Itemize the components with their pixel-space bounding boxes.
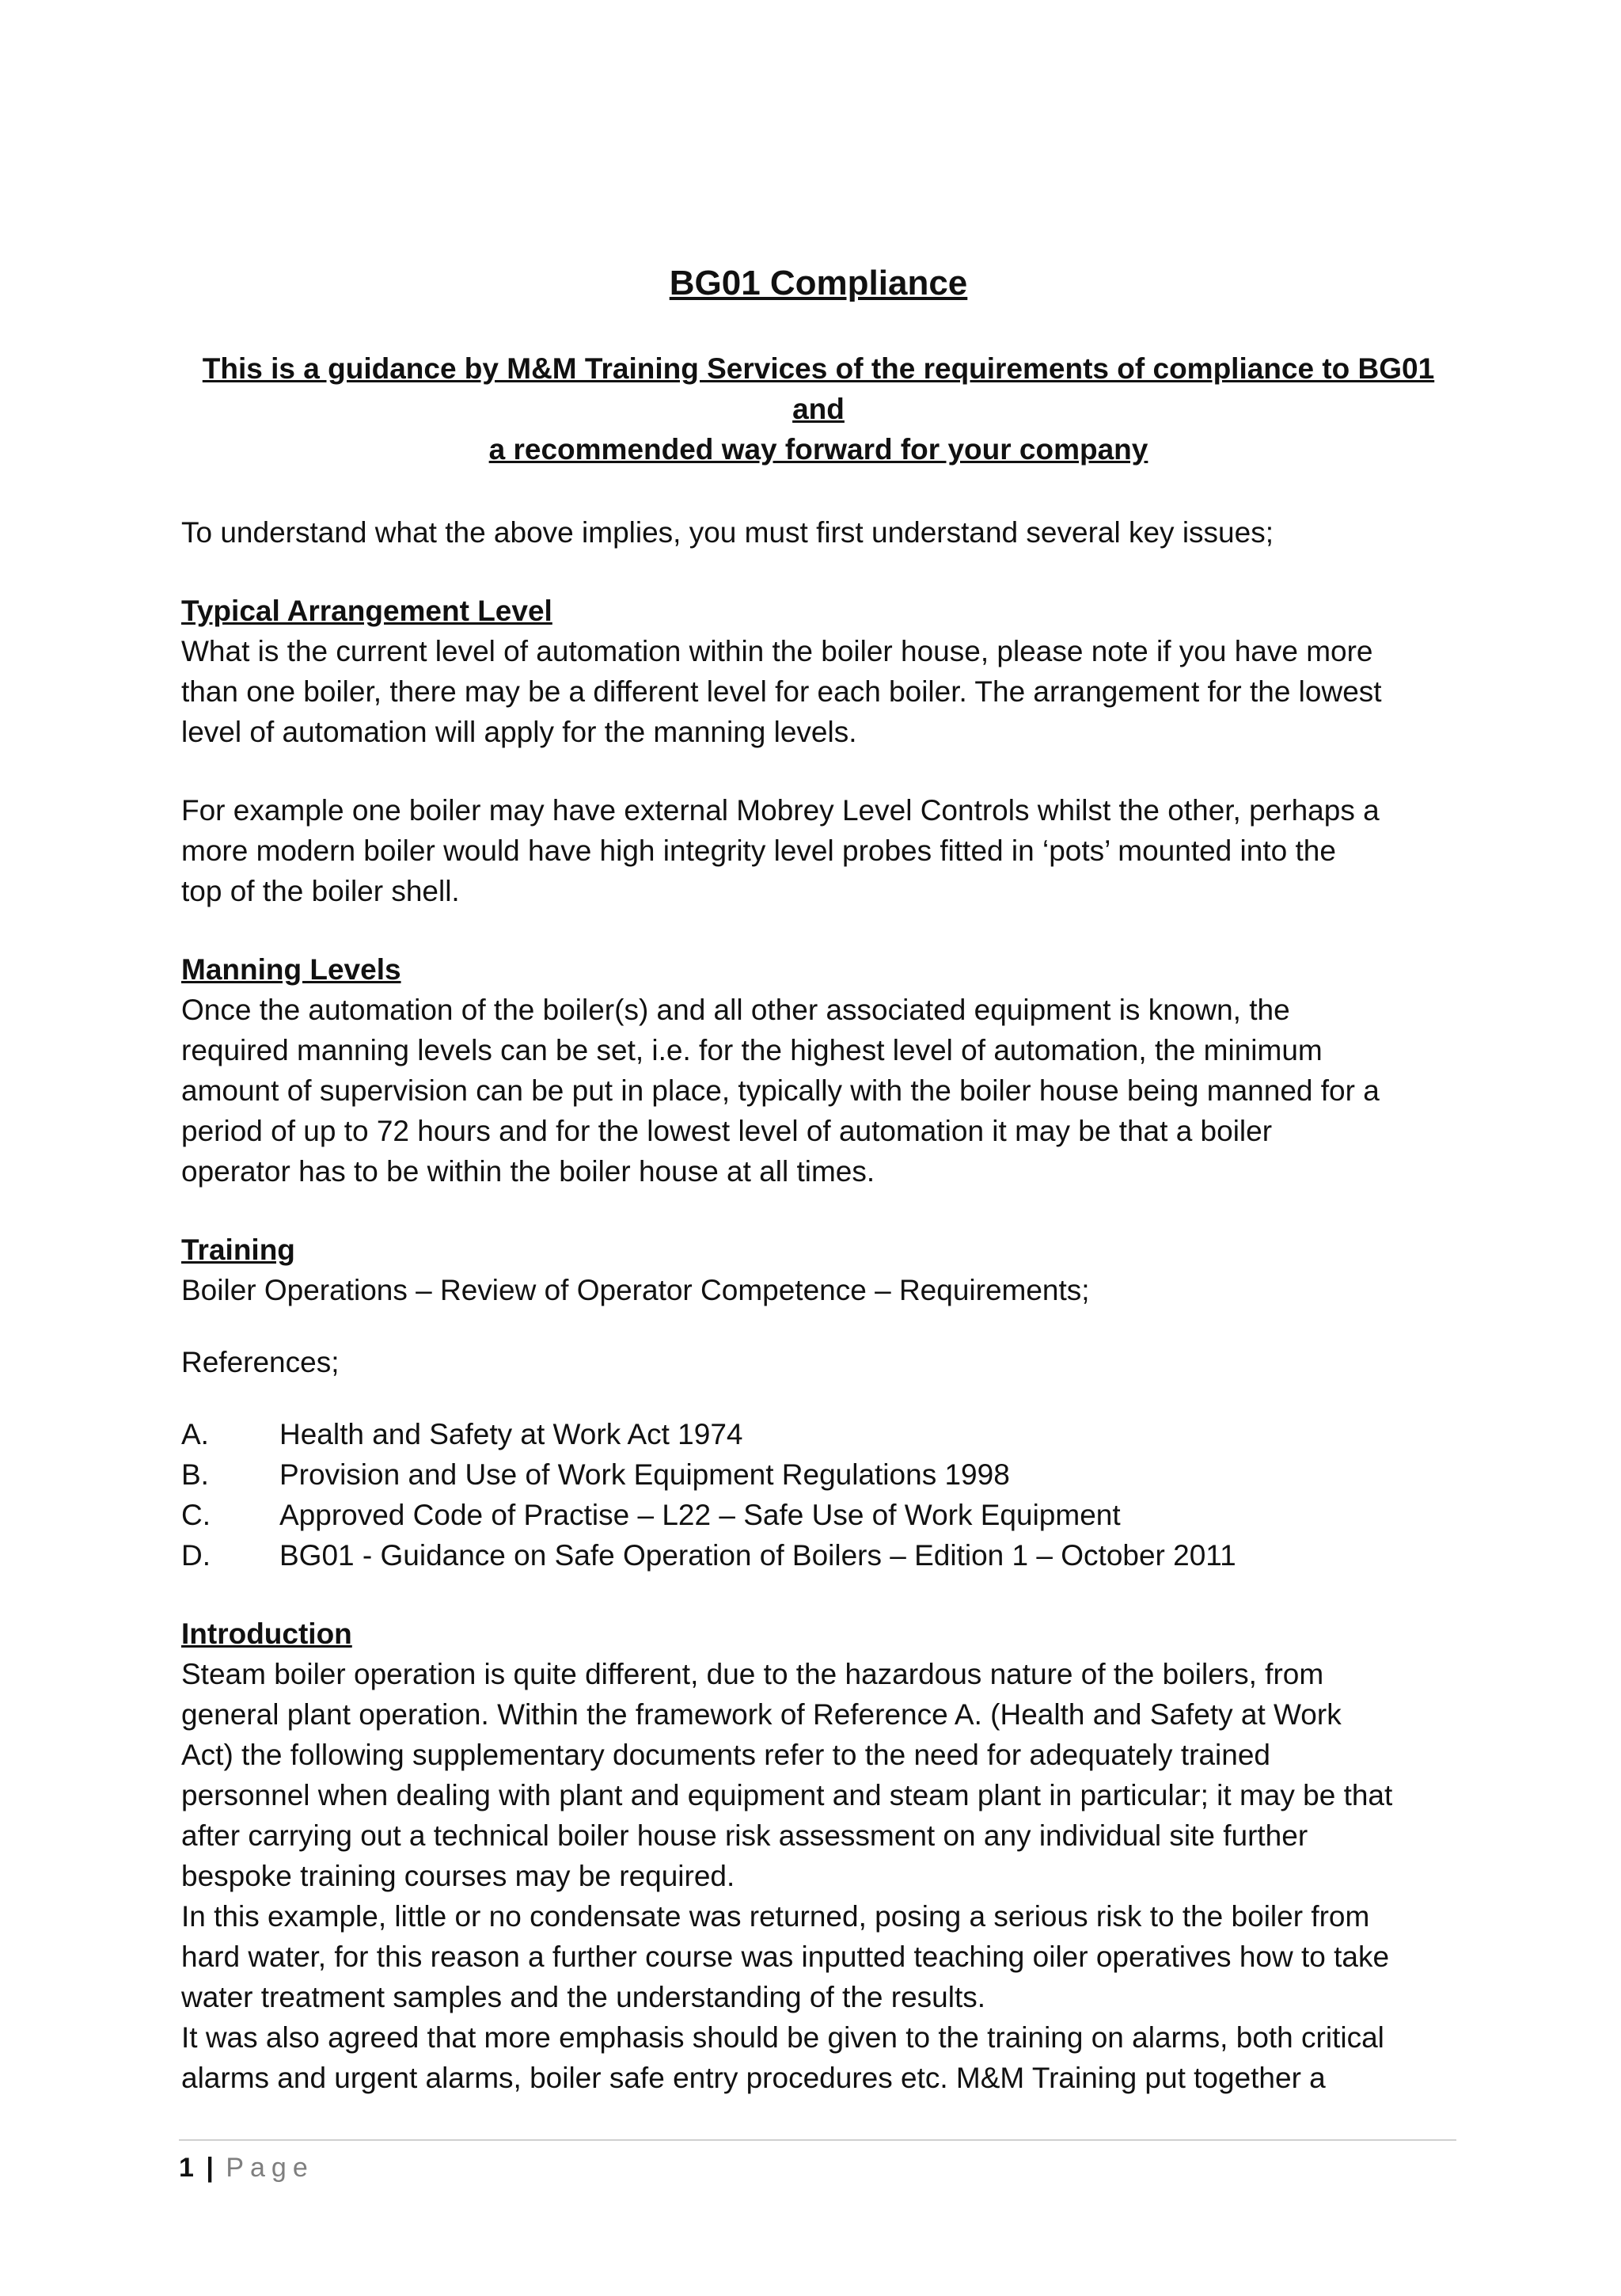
section-heading-manning-levels: Manning Levels (181, 953, 401, 986)
list-item (181, 1535, 1456, 1576)
page-label: Page (226, 2153, 314, 2183)
paragraph-line: In this example, little or no condensate was returned, posing a serious risk to the boiler from (181, 1900, 1370, 1933)
footer-separator: | (206, 2153, 214, 2183)
reference-letter: C. (181, 1499, 211, 1531)
paragraph-line: top of the boiler shell. (181, 875, 460, 907)
typical-arrangement-paragraph-1 (181, 631, 1456, 752)
paragraph-line: period of up to 72 hours and for the lowest level of automation it may be that a boiler (181, 1115, 1273, 1147)
paragraph-line: level of automation will apply for the manning levels. (181, 716, 857, 748)
paragraph-line: Once the automation of the boiler(s) and all other associated equipment is known, the (181, 994, 1290, 1026)
document-body (181, 261, 1456, 2098)
references-label: References; (181, 1346, 340, 1378)
paragraph-line: after carrying out a technical boiler house risk assessment on any individual site further (181, 1819, 1308, 1852)
list-item (181, 1414, 1456, 1454)
paragraph-line: operator has to be within the boiler house at all times. (181, 1155, 875, 1188)
reference-text: Health and Safety at Work Act 1974 (279, 1418, 743, 1450)
training-line: Boiler Operations – Review of Operator Competence – Requirements; (181, 1274, 1090, 1306)
paragraph-line: It was also agreed that more emphasis should be given to the training on alarms, both critical (181, 2021, 1384, 2054)
section-heading-introduction: Introduction (181, 1617, 352, 1650)
reference-text: Approved Code of Practise – L22 – Safe Use of Work Equipment (279, 1499, 1121, 1531)
typical-arrangement-paragraph-2 (181, 790, 1456, 911)
page-footer (179, 2139, 1456, 2185)
paragraph-line: general plant operation. Within the framework of Reference A. (Health and Safety at Work (181, 1698, 1342, 1731)
reference-letter: A. (181, 1418, 209, 1450)
paragraph-line: water treatment samples and the understanding of the results. (181, 1981, 986, 2013)
paragraph-line: than one boiler, there may be a different level for each boiler. The arrangement for the lowest (181, 675, 1382, 708)
manning-levels-paragraph (181, 990, 1456, 1192)
section-heading-typical-arrangement: Typical Arrangement Level (181, 595, 552, 627)
introduction-paragraph (181, 1654, 1456, 2098)
paragraph-line: For example one boiler may have external Mobrey Level Controls whilst the other, perhaps a (181, 794, 1380, 827)
paragraph-line: more modern boiler would have high integrity level probes fitted in ‘pots’ mounted into the (181, 834, 1336, 867)
list-item (181, 1495, 1456, 1535)
paragraph-line: What is the current level of automation within the boiler house, please note if you have more (181, 635, 1373, 667)
paragraph-line: Act) the following supplementary documents refer to the need for adequately trained (181, 1739, 1270, 1771)
subtitle-line: This is a guidance by M&M Training Services of the requirements of compliance to BG01 and (202, 352, 1435, 425)
paragraph-line: amount of supervision can be put in place, typically with the boiler house being manned for a (181, 1074, 1380, 1107)
reference-letter: B. (181, 1458, 209, 1491)
paragraph-line: alarms and urgent alarms, boiler safe entry procedures etc. M&M Training put together a (181, 2062, 1326, 2094)
list-item (181, 1454, 1456, 1495)
document-subtitle (181, 348, 1456, 469)
reference-letter: D. (181, 1539, 211, 1572)
document-title: BG01 Compliance (669, 264, 968, 302)
intro-paragraph: To understand what the above implies, you must first understand several key issues; (181, 516, 1274, 549)
paragraph-line: bespoke training courses may be required. (181, 1860, 735, 1892)
paragraph-line: personnel when dealing with plant and equipment and steam plant in particular; it may be that (181, 1779, 1393, 1811)
reference-text: Provision and Use of Work Equipment Regulations 1998 (279, 1458, 1010, 1491)
reference-text: BG01 - Guidance on Safe Operation of Boilers – Edition 1 – October 2011 (279, 1539, 1236, 1572)
paragraph-line: hard water, for this reason a further course was inputted teaching oiler operatives how to take (181, 1941, 1390, 1973)
section-heading-training: Training (181, 1234, 295, 1266)
page-number: 1 (179, 2153, 194, 2183)
subtitle-line: a recommended way forward for your company (488, 433, 1148, 466)
paragraph-line: required manning levels can be set, i.e. for the highest level of automation, the minimum (181, 1034, 1323, 1066)
paragraph-line: Steam boiler operation is quite different, due to the hazardous nature of the boilers, from (181, 1658, 1324, 1690)
references-list (181, 1414, 1456, 1576)
